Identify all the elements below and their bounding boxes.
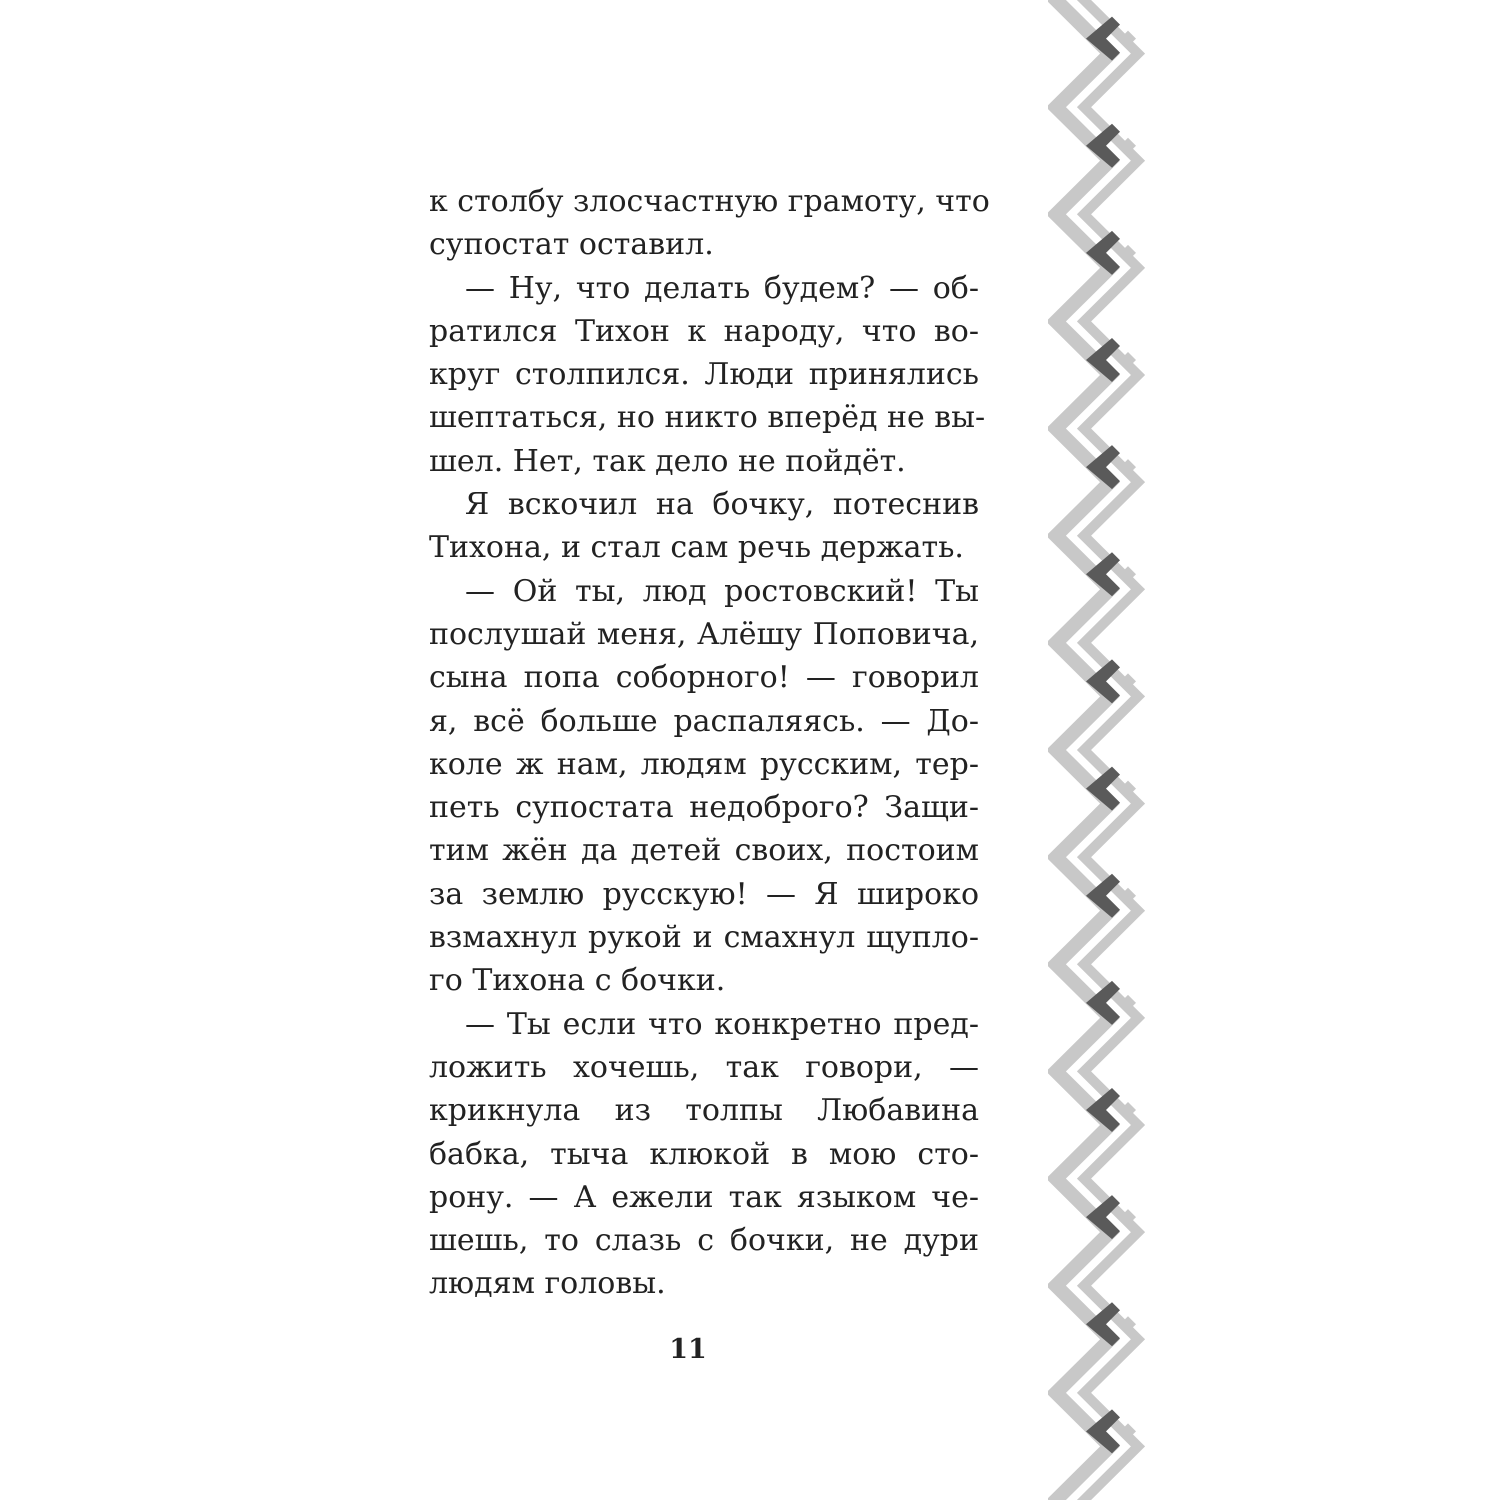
text-line: к столбу злосчастную грамоту, что	[429, 184, 990, 219]
arrowhead-motif	[1086, 445, 1136, 489]
text-line: рону. — А ежели так языком че-	[429, 1179, 979, 1215]
text-line: Я вскочил на бочку, потеснив	[465, 487, 979, 523]
arrowhead-motif	[1086, 231, 1136, 275]
text-line: людям головы.	[429, 1266, 666, 1302]
text-line: ратился Тихон к народу, что во-	[429, 313, 979, 349]
arrowhead-motif	[1086, 1088, 1136, 1132]
zigzag-band-inner	[1084, 0, 1138, 1500]
body-text	[429, 180, 990, 1306]
arrowhead-motif	[1086, 1302, 1136, 1346]
text-line: петь супостата недоброго? Защи-	[429, 790, 979, 826]
arrowhead-motif	[1086, 981, 1136, 1025]
text-line: за землю русскую! — Я широко	[429, 876, 979, 912]
text-line: го Тихона с бочки.	[429, 963, 726, 999]
arrowhead-motif	[1086, 17, 1136, 61]
arrowhead-motif	[1086, 1409, 1136, 1453]
arrowhead-motif	[1086, 767, 1136, 811]
text-line: коле ж нам, людям русским, тер-	[429, 746, 979, 782]
arrowhead-motif	[1086, 1195, 1136, 1239]
text-line: Тихона, и стал сам речь держать.	[429, 530, 964, 566]
text-line: я, всё больше распаляясь. — До-	[429, 703, 979, 739]
border-ornament	[1048, 0, 1148, 1500]
arrowhead-motif	[1086, 659, 1136, 703]
arrowhead-motif	[1086, 874, 1136, 918]
arrowhead-motif	[1086, 124, 1136, 168]
arrowhead-motif	[1086, 338, 1136, 382]
text-line: взмахнул рукой и смахнул щупло-	[429, 920, 979, 956]
text-line: супостат оставил.	[429, 227, 714, 263]
text-line: шел. Нет, так дело не пойдёт.	[429, 443, 906, 479]
text-line: — Ну, что делать будем? — об-	[465, 270, 979, 306]
text-line: тим жён да детей своих, постоим	[429, 833, 979, 869]
text-line: шептаться, но никто вперёд не вы-	[429, 400, 986, 436]
text-line: круг столпился. Люди принялись	[429, 357, 979, 393]
text-line: — Ты если что конкретно пред-	[465, 1006, 979, 1042]
arrowhead-motif	[1086, 552, 1136, 596]
text-line: шешь, то слазь с бочки, не дури	[429, 1223, 979, 1259]
text-line: бабка, тыча клюкой в мою сто-	[429, 1136, 979, 1172]
text-line: крикнула из толпы Любавина	[429, 1093, 979, 1129]
page-number: 11	[669, 1334, 707, 1365]
text-line: сына попа соборного! — говорил	[429, 660, 979, 696]
text-line: ложить хочешь, так говори, —	[429, 1049, 979, 1085]
text-line: послушай меня, Алёшу Поповича,	[429, 616, 979, 652]
text-line: — Ой ты, люд ростовский! Ты	[465, 573, 979, 609]
